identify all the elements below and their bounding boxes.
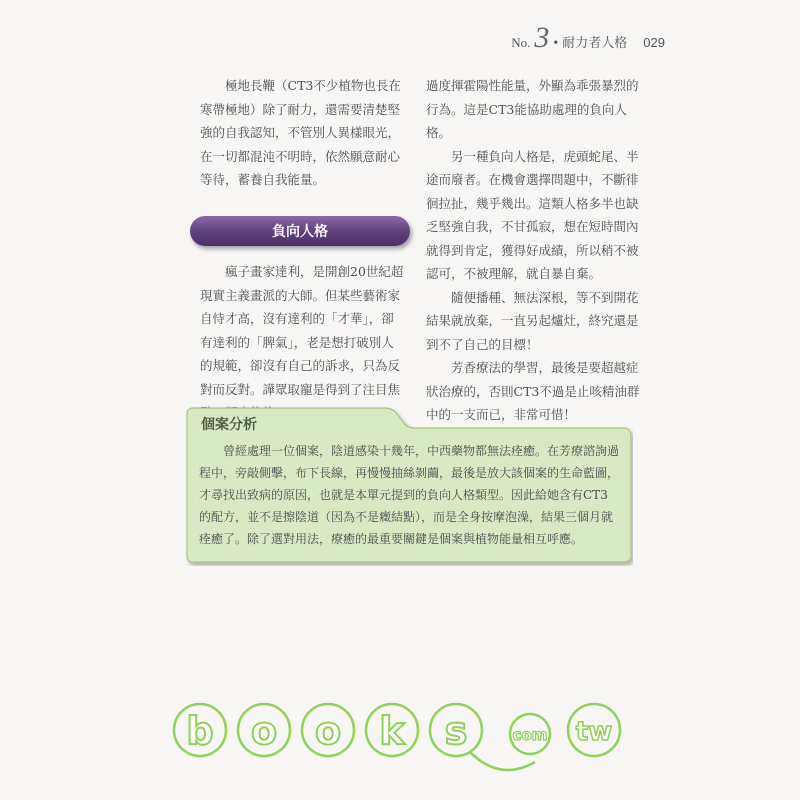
case-study-text <box>199 440 619 550</box>
paragraph: 芳香療法的學習，最後是要超越症狀治療的，否則CT3不過是止咳精油群中的一支而已，非常可惜！ <box>426 360 640 422</box>
header-title: 耐力者人格 <box>562 36 628 51</box>
page-header <box>511 21 665 54</box>
section-heading-label: 負向人格 <box>272 224 328 240</box>
watermark-letter: s <box>444 709 468 753</box>
header-dot: • <box>553 36 559 51</box>
left-column-top-text <box>200 74 405 192</box>
left-column-bottom-text <box>200 260 405 425</box>
case-study-title: 個案分析 <box>201 417 257 433</box>
watermark-tw: tw <box>575 717 613 747</box>
paragraph: 隨便播種、無法深根，等不到開花結果就放棄，一直另起爐灶，終究還是到不了自己的目標！ <box>426 289 639 352</box>
watermark-com: com <box>512 726 548 744</box>
header-no-label: No. <box>511 35 531 50</box>
watermark-letter: b <box>186 709 214 753</box>
watermark-letter: o <box>250 709 278 753</box>
header-page-number: 029 <box>643 35 665 50</box>
right-column-text <box>426 74 640 427</box>
paragraph: 極地長鞭（CT3不少植物也長在寒帶極地）除了耐力，還需要清楚堅強的自我認知，不管別人異樣眼光，在一切都混沌不明時，依然願意耐心等待，蓄養自我能量。 <box>200 78 401 187</box>
paragraph: 曾經處理一位個案，陰道感染十幾年，中西藥物都無法痊癒。在芳療諮詢過程中，旁敲側擊，布下長線，再慢慢抽絲剝繭，最後是放大該個案的生命藍圖，才尋找出致病的原因，也就是本單元提到的負向人格類型。因此給她含有CT3的配方，並不是擦陰道（因為不是癥結點），而是全身按摩泡澡，結果三個月就痊癒了。除了選對用法，療癒的最重要關鍵是個案與植物能量相互呼應。 <box>199 444 620 546</box>
paragraph-continuation: 過度揮霍陽性能量，外顯為乖張暴烈的行為。這是CT3能協助處理的負向人格。 <box>426 78 639 140</box>
paragraph: 另一種負向人格是，虎頭蛇尾、半途而廢者。在機會選擇問題中，不斷徘徊拉扯，幾乎幾出。這類人格多半也缺乏堅強自我，不甘孤寂，想在短時間內就得到肯定，獲得好成績，所以稍不被認可，不被理解，就自暴自棄。 <box>426 148 639 281</box>
paragraph: 瘋子畫家達利，是開創20世紀超現實主義畫派的大師。但某些藝術家自恃才高，沒有達利的「才華」，卻有達利的「脾氣」，老是想打破別人的規範，卻沒有自己的訴求，只為反對而反對。譁眾取寵是得到了注目焦 <box>200 264 404 397</box>
case-study-box <box>185 406 633 566</box>
section-heading-negative-personality <box>190 216 410 246</box>
header-chapter-number: 3 <box>534 21 550 54</box>
watermark-letter: k <box>379 709 405 753</box>
watermark-logo <box>170 692 630 792</box>
watermark-letter: o <box>314 709 342 753</box>
